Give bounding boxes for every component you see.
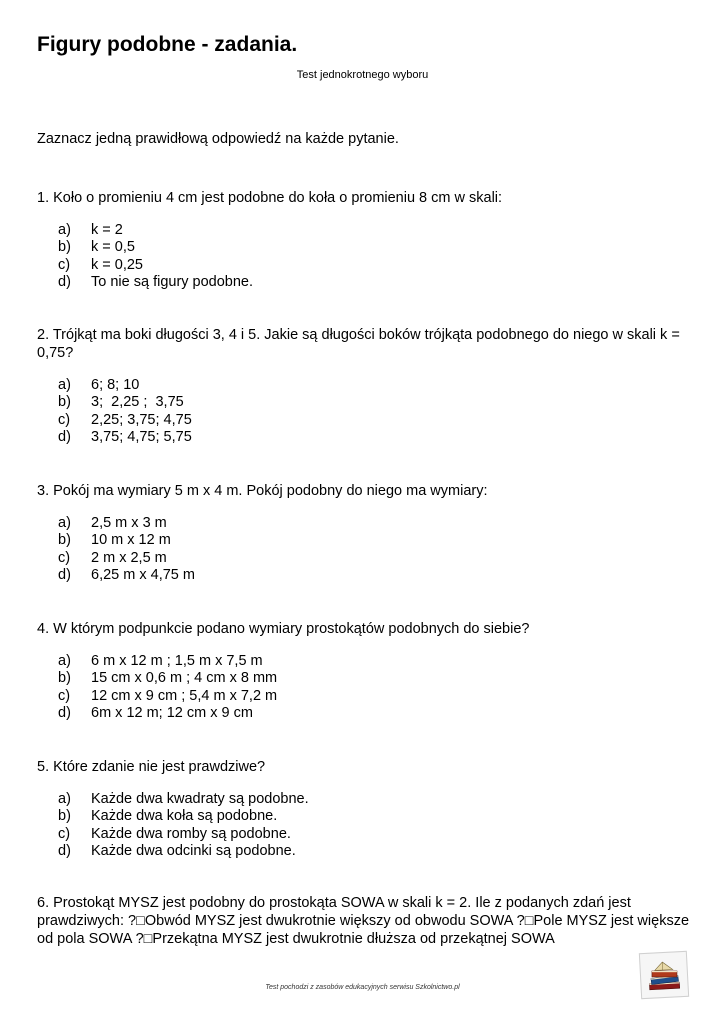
answer-option	[37, 377, 697, 394]
answer-list	[37, 653, 697, 722]
answer-option	[37, 412, 697, 429]
footer-source-note: Test pochodzi z zasobów edukacyjnych serwisu Szkolnictwo.pl	[265, 984, 460, 991]
question-3	[37, 482, 697, 584]
answer-letter: b)	[58, 670, 71, 687]
answer-option	[37, 843, 697, 860]
answer-letter: a)	[58, 653, 71, 669]
question-5	[37, 758, 697, 860]
answer-letter: d)	[58, 704, 71, 721]
answer-letter: a)	[58, 515, 71, 531]
instruction-text: Zaznacz jedną prawidłową odpowiedź na każde pytanie.	[37, 131, 399, 147]
answer-letter: c)	[58, 549, 71, 566]
answer-option	[37, 826, 697, 843]
answer-text: 6 m x 12 m ; 1,5 m x 7,5 m	[91, 653, 263, 669]
answer-text: k = 0,5	[91, 239, 135, 256]
answer-option	[37, 808, 697, 825]
answer-option	[37, 394, 697, 411]
answer-text: Każde dwa odcinki są podobne.	[91, 842, 296, 859]
books-logo-icon	[639, 951, 689, 999]
answer-option	[37, 257, 697, 274]
page-subtitle: Test jednokrotnego wyboru	[296, 69, 429, 81]
question-2	[37, 326, 697, 446]
answer-text: 3; 2,25 ; 3,75	[91, 394, 184, 411]
books-icon	[640, 952, 688, 998]
question-text: 6. Prostokąt MYSZ jest podobny do prostokąta SOWA w skali k = 2. Ile z podanych zdań jest prawdziwych: ?□Obwód MYSZ jest dwukrotnie większy od obwodu SOWA ?□Pole MYSZ jest większe od pola SOWA ?□Przekątna MYSZ jest dwukrotnie dłuższa od przekątnej SOWA	[37, 895, 690, 947]
answer-letter: d)	[58, 566, 71, 583]
answer-letter: d)	[58, 273, 71, 290]
answer-letter: c)	[58, 825, 71, 842]
answer-option	[37, 515, 697, 532]
answer-letter: c)	[58, 256, 71, 273]
answer-option	[37, 550, 697, 567]
question-text: 1. Koło o promieniu 4 cm jest podobne do koła o promieniu 8 cm w skali:	[37, 190, 503, 206]
answer-text: Każde dwa kwadraty są podobne.	[91, 791, 309, 807]
answer-letter: b)	[58, 239, 71, 256]
answer-text: 2,25; 3,75; 4,75	[91, 411, 192, 428]
answer-text: k = 2	[91, 222, 123, 238]
question-6	[37, 894, 697, 948]
answer-list	[37, 222, 697, 291]
answer-letter: b)	[58, 394, 71, 411]
answer-letter: a)	[58, 791, 71, 807]
answer-text: To nie są figury podobne.	[91, 273, 254, 290]
answer-letter: d)	[58, 428, 71, 445]
answer-option	[37, 239, 697, 256]
answer-option	[37, 653, 697, 670]
answer-letter: c)	[58, 687, 71, 704]
answer-text: 10 m x 12 m	[91, 532, 171, 549]
question-text: 2. Trójkąt ma boki długości 3, 4 i 5. Jakie są długości boków trójkąta podobnego do niego w skali k = 0,75?	[37, 327, 680, 361]
answer-option	[37, 688, 697, 705]
answer-letter: d)	[58, 842, 71, 859]
answer-text: k = 0,25	[91, 256, 143, 273]
answer-option	[37, 670, 697, 687]
answer-letter: a)	[58, 377, 71, 393]
answer-option	[37, 791, 697, 808]
answer-letter: b)	[58, 532, 71, 549]
answer-option	[37, 429, 697, 446]
question-4	[37, 620, 697, 722]
answer-text: 2 m x 2,5 m	[91, 549, 167, 566]
answer-text: 12 cm x 9 cm ; 5,4 m x 7,2 m	[91, 687, 278, 704]
page-title: Figury podobne - zadania.	[37, 33, 298, 56]
answer-option	[37, 567, 697, 584]
answer-list	[37, 515, 697, 584]
answer-text: 6m x 12 m; 12 cm x 9 cm	[91, 704, 253, 721]
answer-letter: c)	[58, 411, 71, 428]
answer-option	[37, 222, 697, 239]
answer-option	[37, 705, 697, 722]
answer-option	[37, 532, 697, 549]
question-text: 5. Które zdanie nie jest prawdziwe?	[37, 759, 266, 775]
answer-text: 2,5 m x 3 m	[91, 515, 167, 531]
question-text: 4. W którym podpunkcie podano wymiary prostokątów podobnych do siebie?	[37, 621, 530, 637]
answer-text: 6,25 m x 4,75 m	[91, 566, 195, 583]
answer-text: 3,75; 4,75; 5,75	[91, 428, 192, 445]
answer-text: 15 cm x 0,6 m ; 4 cm x 8 mm	[91, 670, 278, 687]
answer-option	[37, 274, 697, 291]
answer-list	[37, 377, 697, 446]
question-1	[37, 189, 697, 291]
question-text: 3. Pokój ma wymiary 5 m x 4 m. Pokój podobny do niego ma wymiary:	[37, 483, 488, 499]
answer-letter: b)	[58, 808, 71, 825]
answer-text: 6; 8; 10	[91, 377, 140, 393]
answer-letter: a)	[58, 222, 71, 238]
answer-text: Każde dwa romby są podobne.	[91, 825, 291, 842]
answer-list	[37, 791, 697, 860]
answer-text: Każde dwa koła są podobne.	[91, 808, 278, 825]
